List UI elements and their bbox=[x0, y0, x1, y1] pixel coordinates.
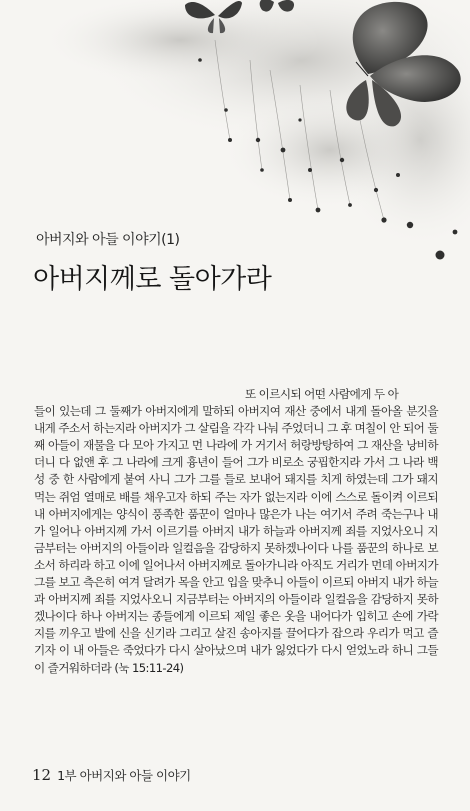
page-number: 12 bbox=[32, 766, 52, 784]
passage-first-line: 또 이르시되 어떤 사람에게 두 아 bbox=[245, 387, 399, 401]
chapter-title: 1부 아버지와 아들 이야기 bbox=[57, 768, 191, 783]
page-footer bbox=[32, 766, 191, 784]
butterfly-illustration bbox=[0, 0, 470, 300]
series-label: 아버지와 아들 이야기(1) bbox=[36, 232, 180, 248]
page-title: 아버지께로 돌아가라 bbox=[33, 264, 272, 295]
passage-text: 들이 있는데 그 둘째가 아버지에게 말하되 아버지여 재산 중에서 내게 돌아올 분깃을 내게 주소서 하는지라 아버지가 그 살림을 각각 나눠 주었더니 그 후 며칠이 안 되어 둘째 아들이 재물을 다 모아 가지고 먼 나라에 가 거기서 허랑방탕하여 그 재산을 낭비하더니 다 없앤 후 그 나라에 크게 흉년이 들어 그가 비로소 궁핍한지라 가서 그 나라 백성 중 한 사람에게 붙여 사니 그가 그를 들로 보내어 돼지를 치게 하였는데 그가 돼지 먹는 쥐엄 열매로 배를 채우고자 하되 주는 자가 없는지라 이에 스스로 돌이켜 이르되 내 아버지에게는 양식이 풍족한 품꾼이 얼마나 많은가 나는 여기서 주려 죽는구나 내가 일어나 아버지께 가서 이르기를 아버지 내가 하늘과 아버지께 죄를 지었사오니 지금부터는 아버지의 아들이라 일컬음을 감당하지 못하겠나이다 나를 품꾼의 하나로 보소서 하리라 하고 이에 일어나서 아버지께로 돌아가니라 아직도 거리가 먼데 아버지가 그를 보고 측은히 여겨 달려가 목을 안고 입을 맞추니 아들이 이르되 아버지 내가 하늘과 아버지께 죄를 지었사오니 지금부터는 아버지의 아들이라 일컬음을 감당하지 못하겠나이다 하나 아버지는 종들에게 이르되 제일 좋은 옷을 내어다가 입히고 손에 가락지를 끼우고 발에 신을 신기라 그리고 살진 송아지를 끌어다가 잡으라 우리가 먹고 즐기자 이 내 아들은 죽었다가 다시 살아났으며 내가 잃었다가 다시 얻었노라 하니 그들이 즐거워하더라 (눅 15:11-24) bbox=[34, 404, 438, 675]
scripture-passage bbox=[34, 386, 438, 677]
